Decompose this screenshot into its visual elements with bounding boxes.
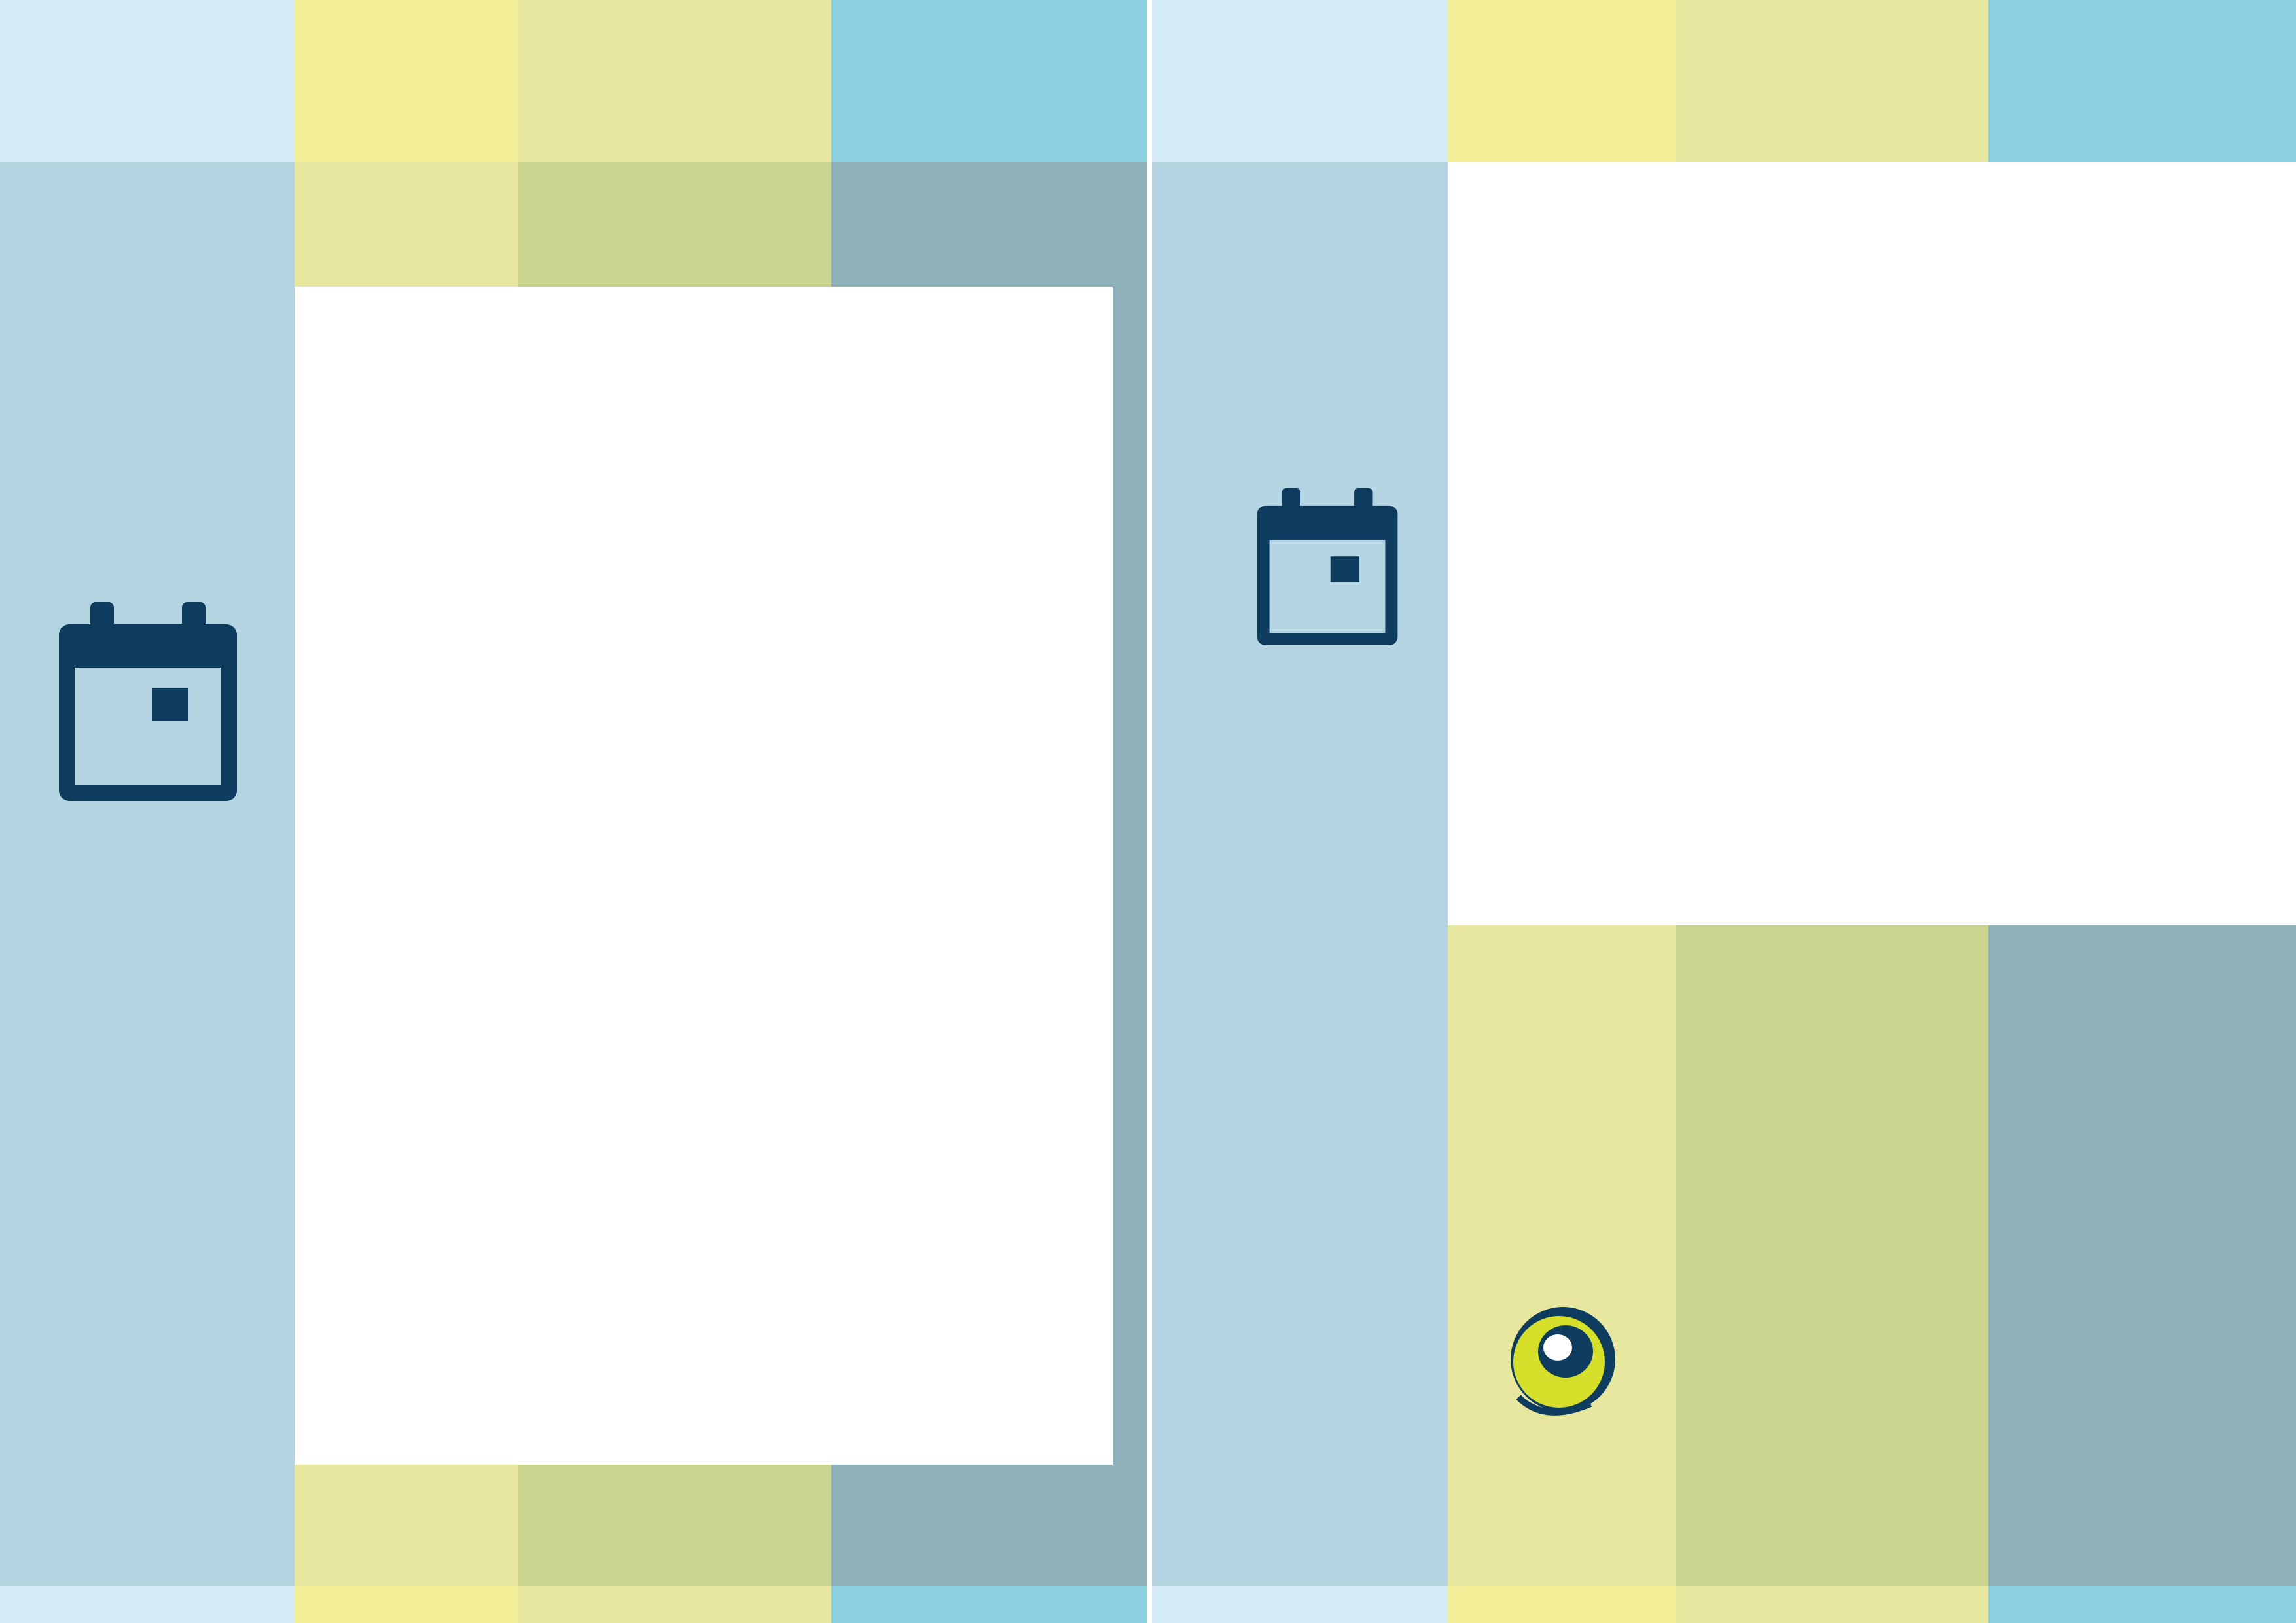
bg-stripe bbox=[1676, 1586, 1988, 1623]
bg-stripe bbox=[518, 0, 831, 162]
bg-stripe bbox=[0, 162, 295, 1586]
bg-stripe bbox=[0, 0, 295, 162]
bg-stripe bbox=[1676, 0, 1988, 162]
bg-stripe bbox=[1152, 0, 1448, 162]
schedule-table bbox=[295, 287, 1113, 1465]
page-gutter bbox=[1147, 0, 1152, 1623]
bg-stripe bbox=[1988, 1586, 2296, 1623]
bg-stripe bbox=[518, 1586, 831, 1623]
bg-stripe bbox=[0, 1586, 295, 1623]
schedule-table bbox=[1448, 162, 2296, 925]
bg-stripe bbox=[295, 1586, 518, 1623]
bg-stripe bbox=[831, 0, 1147, 162]
bg-stripe bbox=[1448, 1586, 1676, 1623]
left-page bbox=[0, 0, 1147, 1623]
calendar-icon bbox=[1257, 488, 1398, 645]
bg-stripe bbox=[1152, 1586, 1448, 1623]
right-page bbox=[1152, 0, 2296, 1623]
bg-stripe bbox=[1152, 162, 1448, 1586]
bg-stripe bbox=[831, 1586, 1147, 1623]
crefac-logo-icon bbox=[1505, 1299, 1623, 1423]
bg-stripe bbox=[1448, 0, 1676, 162]
bg-stripe bbox=[295, 0, 518, 162]
calendar-icon bbox=[59, 602, 237, 801]
bg-stripe bbox=[1988, 0, 2296, 162]
